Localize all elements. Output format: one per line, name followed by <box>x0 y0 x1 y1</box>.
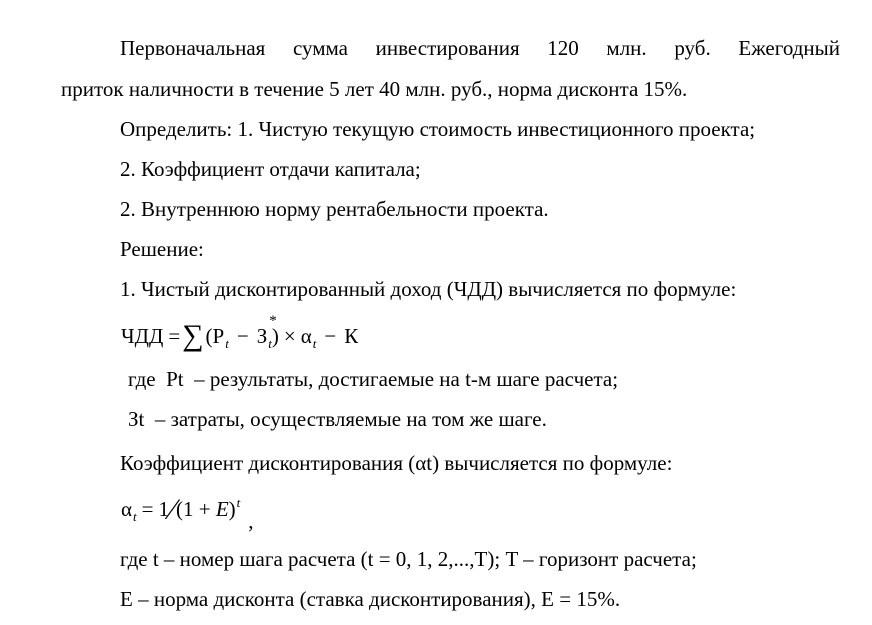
paragraph-npv-intro: 1. Чистый дисконтированный доход (ЧДД) вычисляется по формуле: <box>120 277 737 301</box>
close-paren: ) <box>271 324 279 348</box>
numerator-one: 1 <box>158 497 169 521</box>
paragraph-where-zt: Зt – затраты, осуществляемые на том же шаге. <box>128 407 547 431</box>
result-symbol: Р <box>212 324 225 348</box>
paragraph-where-e: E – норма дисконта (ставка дисконтирования), E = 15%. <box>120 587 621 611</box>
discount-rate-symbol: E <box>215 497 229 521</box>
cost-symbol: З <box>256 324 268 348</box>
alpha-symbol: α <box>300 324 312 348</box>
paragraph-where-t: где t – номер шага расчета (t = 0, 1, 2,...,T); T – горизонт расчета; <box>120 547 697 571</box>
formula-comma: , <box>248 509 254 533</box>
sum-symbol: ∑ <box>182 319 204 352</box>
cost-subscript: t <box>268 336 272 351</box>
paragraph-1-line-1: Первоначальная сумма инвестирования 120 млн. руб. Ежегодный <box>120 36 840 60</box>
equals-sign: = <box>141 497 154 521</box>
equals-sign: = <box>168 324 181 348</box>
paragraph-solution-heading: Решение: <box>120 237 204 261</box>
paragraph-where-pt: где Pt – результаты, достигаемые на t-м шаге расчета; <box>128 367 619 391</box>
alpha-subscript: t <box>133 509 137 524</box>
times-sign: × <box>283 324 296 348</box>
alpha-subscript: t <box>312 336 317 351</box>
paragraph-task-item-2: 2. Коэффициент отдачи капитала; <box>120 157 421 181</box>
capital-symbol: К <box>344 324 359 348</box>
minus-sign: − <box>236 324 249 348</box>
paragraph-task-item-3: 2. Внутреннюю норму рентабельности проекта. <box>120 197 549 221</box>
denominator-open: (1 + <box>176 497 216 521</box>
paragraph-task: Определить: 1. Чистую текущую стоимость инвестиционного проекта; <box>120 117 756 141</box>
npv-formula <box>121 313 359 352</box>
result-subscript: t <box>225 336 229 351</box>
exponent-t: t <box>236 495 241 510</box>
npv-symbol: ЧДД <box>121 324 164 348</box>
fraction-slash: ⁄ <box>169 493 175 526</box>
paragraph-1-line-2: приток наличности в течение 5 лет 40 млн. руб., норма дисконта 15%. <box>61 77 688 101</box>
open-paren: ( <box>205 324 213 348</box>
cost-superscript-star: * <box>269 313 277 329</box>
discount-formula <box>121 492 254 533</box>
minus-sign-2: − <box>324 324 337 348</box>
alpha-symbol: α <box>121 497 133 521</box>
paragraph-discount-intro: Коэффициент дисконтирования (αt) вычисляется по формуле: <box>120 451 673 475</box>
denominator-close: ) <box>228 497 236 521</box>
